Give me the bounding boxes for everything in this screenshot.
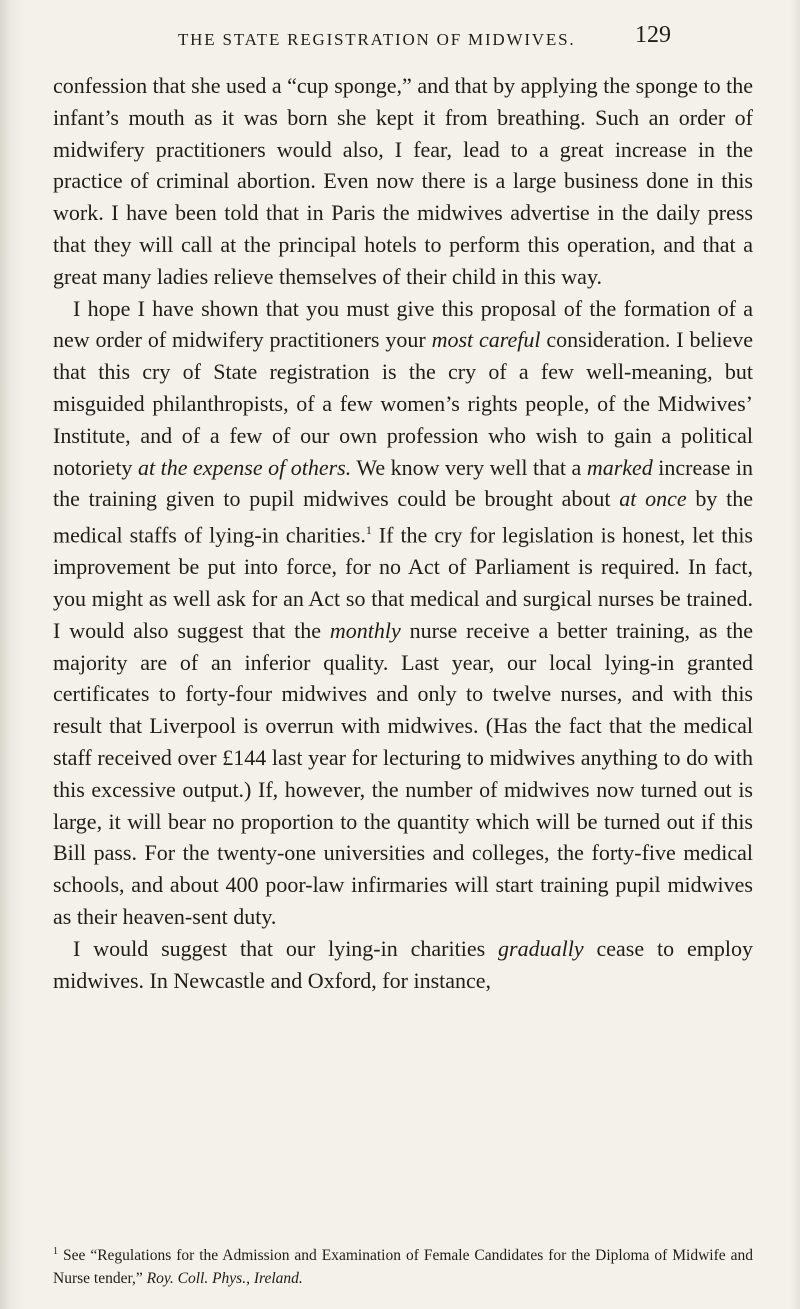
paragraph-2 bbox=[53, 293, 753, 933]
text-run: consideration. I believe that this cry of State registration is the cry of a few well-meaning, but misguided philanthropists, of a few women’s rights people, of the Midwives’ Institute, and of a few of our own profession who wish to gain a political notoriety bbox=[53, 327, 753, 480]
text-run: I hope I have shown that you must give this proposal of the formation of a new order of midwifery practitioners your bbox=[53, 295, 753, 353]
footnote bbox=[53, 1240, 753, 1290]
italic-emphasis: marked bbox=[586, 454, 653, 480]
text-run: We know very well that a bbox=[351, 454, 587, 480]
paragraph-1: confession that she used a “cup sponge,” and that by applying the sponge to the infant’s mouth as it was born she kept it from breathing. Such an order of midwifery practitioners would also, I fear, lead to a great increase in the practice of criminal abortion. Even now there is a large business done in this work. I have been told that in Paris the midwives advertise in the daily press that they will call at the principal hotels to perform this operation, and that a great many ladies relieve themselves of their child in this way. bbox=[53, 73, 753, 289]
italic-emphasis: most careful bbox=[431, 327, 541, 353]
footnote-citation: Roy. Coll. Phys., Ireland. bbox=[146, 1270, 303, 1288]
italic-emphasis: at the expense of others. bbox=[137, 454, 352, 480]
page-header bbox=[150, 18, 710, 58]
running-head: THE STATE REGISTRATION OF MIDWIVES. bbox=[178, 30, 576, 49]
italic-emphasis: at once bbox=[619, 486, 687, 512]
italic-emphasis: monthly bbox=[329, 617, 401, 643]
text-run: If the cry for legislation is honest, let this improvement be put into force, for no Act of Parliament is required. In fact, you might as well ask for an Act so that medical and surgical nurses be trained. I would also suggest that the bbox=[53, 522, 753, 643]
text-run: cease to employ midwives. In Newcastle and Oxford, for instance, bbox=[53, 935, 753, 993]
paragraph-3 bbox=[53, 933, 753, 997]
text-run: by the medical staffs of lying-in charities. bbox=[53, 486, 753, 548]
footnote-reference: 1 bbox=[365, 523, 372, 538]
footnote-marker: 1 bbox=[53, 1246, 58, 1257]
text-run: I would suggest that our lying-in charities bbox=[73, 935, 499, 961]
body-text bbox=[53, 70, 753, 996]
footnote-text: See “Regulations for the Admission and Examination of Female Candidates for the Diploma of Midwife and Nurse tender,” bbox=[53, 1247, 753, 1288]
page-number: 129 bbox=[635, 22, 671, 48]
text-run: nurse receive a better training, as the majority are of an inferior quality. Last year, our local lying-in granted certificates to forty-four midwives and only to twelve nurses, and with this result that Liverpool is overrun with midwives. (Has the fact that the medical staff received over £144 last year for lecturing to midwives anything to do with this excessive output.) If, however, the number of midwives now turned out is large, it will bear no proportion to the quantity which will be turned out if this Bill pass. For the twenty-one universities and colleges, the forty-five medical schools, and about 400 poor-law infirmaries will start training pupil midwives as their heaven-sent duty. bbox=[53, 617, 753, 930]
text-run: increase in the training given to pupil midwives could be brought about bbox=[53, 454, 753, 512]
italic-emphasis: gradually bbox=[498, 935, 584, 961]
